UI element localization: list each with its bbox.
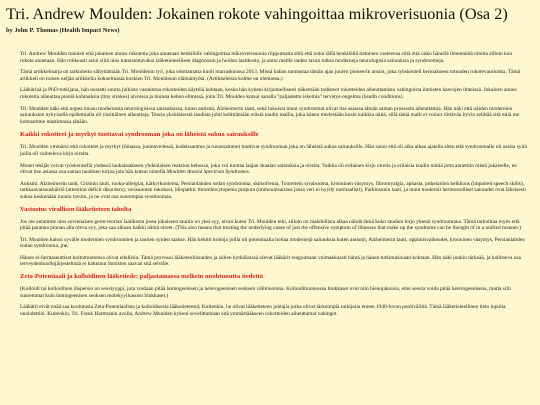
section-heading-opposition: Vastustus virallisen lääketieteen taholta (20, 205, 132, 213)
paragraph: Autismi, Alzheimerin tauti, Crohnin tauti, ruoka-allergiat, kätkyrkuolema, Persianlahden sodan syndrooma, skitsofrenia, Tourettein syndrooma, krooninen väsymys, fibromyalgia, aphasia, puhetaidon heikkous (impaired speech skills), tarkkaavaisuushäiriö (attention deficit disorders), verisuonten tukokset, idiopathic thrombocytopenia purpura (immuunisairaus jossa veri ei hyydy normaalisti), Parkinsonin tauti, ja muut modernit hermostolliset sairaudet ovat läheisesti sukua keskenään monin tavoin, ja ne ovat osa suurempaa syndroomaa. (20, 180, 526, 200)
article-byline: by John P. Thomas (Health Impact News) (6, 27, 120, 34)
paragraph: Tri. Moulden katsoi syvälle modernien syndroomien ja tautien syiden taakse. Hän kehitti hoitoja joilla oli potentiaalia hoitaa modernejä sairauksia kuten autismi, Alzheimerin tauti, oppimisvaikeudet, krooninen väsymys, Persianlahden sodan syndrooma, jne. (20, 236, 525, 250)
syndrome-name: Moulden Anoxia Spectrum Syndromes. (166, 169, 251, 176)
paragraph: Lääkärit eivät enää saa koulutusta Zeta-Potentiaalista ja kolloidisesta lääketieteestä; Kuitenkin, he olivat lääketieteen johtajia jotka olivat tärkeimpiä tutkijoita ennen 1940-luvun puoliväliltä. Tämä lääketieteellinen tieto lopulta unohdettiin. Kuitenkin, Tri. Frank Hartmanin avulla, Andrew Moulden kykeni sovelittamaan sitä ymmärtääkseen rokotteiden aiheuttamat vahingot. (20, 304, 506, 317)
article-body (6, 51, 534, 317)
paragraph: Hänen ei-farmaseuttiset hoitomuotonsa olivat edullisia. Tämä provosoi lääketeollisuuden ja siihen kytköksissä olevat lääkärit reagoimaan voimakkaasti häntä ja hänen tutkimuksiaan kohtaan. Hän näki jonkin tärkeää, ja hallitseva osa terveydenhuoltojärjestelmää ei halunnut ihmisten saavan sitä selville. (20, 254, 521, 268)
section-heading-zeta-potential: Zeta-Potentiaali ja kolloidinen lääketiede: paljastamassa melkein unohtunutta tiedettä (20, 273, 264, 281)
paragraph-intro: Tri. Andrew Moulden tunnisti että jokainen annos rokotetta joka annetaan henkilölle vahingoittaa mikroverisuonia riippumatta siitä että onko tällä henkilöllä tietoinen vasteensa siitä että onko hänellä ilmenneitä oireita silloin kun rokote annetaan. Hän rohkeasti asiui siitä ulos tunnistettavaksi lääketieteellisen diagnoosin ja hoidon laatikosta, ja antoi meille uuden tavan tutkia moderneja neurologisia sairauksia ja syndroomeja. (20, 51, 513, 64)
paragraph (20, 163, 527, 176)
paragraph: Lääkärinä ja PhD-tutkijana, hän nostatti suurta julkista vastaintoa rokotteiden käyttöä kohtaan, koska hän kykeni kirjaimellisesti näkemään todisteet rokotteiden aiheuttamista vahingoista ihmisten kasvojen ilmeissä. Jokainen annos rokotetta aiheuttaa pieniä kohtauksia (tiny strokes) aivoissa ja muissa kehon elimissä, joita Tri. Moulden kutsui sanalla "paljastettu iskemia" tervetys-ongelma (health conditions). (20, 87, 517, 100)
article-title: Tri. Andrew Moulden: Jokainen rokote vahingoittaa mikroverisuonia (Osa 2) (6, 4, 508, 23)
paragraph: (Kolloidi tai kolloidinen dispersio on seostyyppi, jota voidaan pitää homogeenisen ja heterogeenisen seoksen välimuotona. Kolloidiliuoksessa hiukkaset ovat niin hienojakoisia, ettei seosta voida pitää heterogeenisena, mutta silti suuremmat kuin homogeenisen seoksen molekyylitasoon hiukkaset.) (20, 286, 511, 299)
paragraph: Tri. Moulden näki että nopea nousu modernesta neurologisissa sairauksissa, kuten autismi, Alzheimerin tauti, sekä lukuisat muut syndroomat olivat itse asiassa tämän saman prosessin aiheuttamia. Hän näki että näiden modernien sairauksien nykyisellä epidemialla oli yksittäinen aiheuttaja. Teoria yksittäisestä taudista johti kehittämään erästä taudin mallia, joka hänen mielestään koski kaikkia näitä, sillä tämä malli ei voinut riittävän hyvin selittää sitä mitä me kohtaamme mastimassa tänään. (20, 105, 520, 125)
paragraph: Jos me antamme ulos sovinnaisen germ-teorian laatikosta jossa jokaiseen tautiin on yksi syy, aivan kuten Tri. Moulden teki, silloin on mahdollista alkaa nähdä tämä koko taudien kirjo yhtenä syndroomana. Tämä tarkoittaa myös että pitää paranna pinnan alla oleva syy, joka saa aikaan kaikki nämä oireet. (This also means that treating the underlying cause of just the offensive symptom of illnesses that make up the syndrome can be thought of in a unified manner.) (20, 218, 522, 232)
paragraph: Tämä artikkelisarja on tarkoitettu sällyttämään Tri. Mouldenin työ, joka odottamatta kuoli marraskuussa 2013. Missä hahan tunnustaa tämän ajan juuren pioneerin ansiot, joka työskenteli kertoakseen totuuden rokotevaurioista. Tämä artikkeli on toinen neljän artikkelin kokoelmasta koskien Tri. Mouldenin elämäntyötä. (Artikkeleista kolme on olemassa.) (20, 69, 521, 82)
paragraph-text: Monet tekijät voivat työskennellä yhdessä laukaistakseen yhdenlaisen reaktion kehossa, joka voi tuottaa laajan skaalan sairauksia ja oireita. Vaikka oli erilainen kirjo oireita ja erilaisia taudin nimiä jotta annettiin niistä jokaiselle, ne olivat itse asiassa osa samaa taudinen kirjoa jota hän kutsui nimellä (20, 162, 517, 176)
section-heading-vaccines-toxins: Kaikki rokotteet ja myrkyt tuottavat syndrooman joka on läheistä sukua sairauksille (20, 131, 259, 139)
paragraph: Tri. Moulden ymmärsi että rokotteet ja myrkyt (ilmassa, juomavedessä, kodeissamme ja ruoassamme) tuottivat syndrooman joka on läheistä sukua sairauksille. Hän sanoi että oli aika alkaa ajatella siten että syndroomalle oli useita syitä joilla oli vaihteleva kirjo oireita. (20, 144, 527, 157)
